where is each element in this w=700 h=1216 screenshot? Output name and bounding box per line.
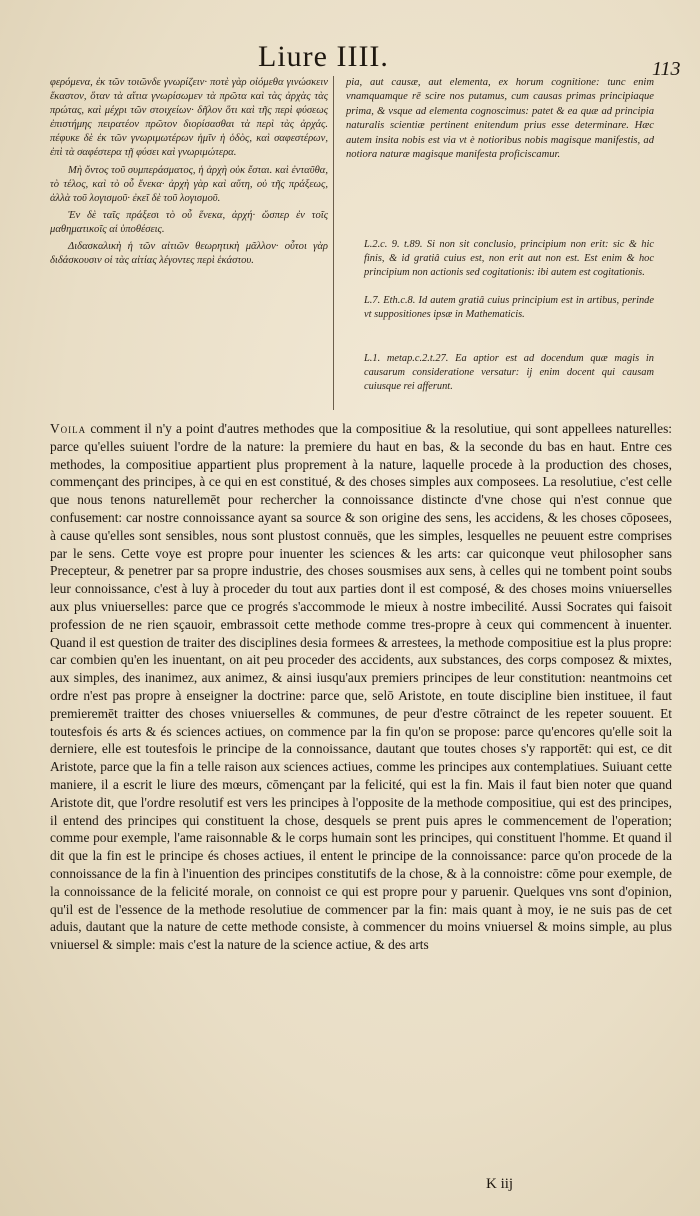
greek-text-column — [50, 76, 328, 271]
greek-paragraph-1: φερόμενα, ἐκ τῶν τοιῶνδε γνωρίζειν· ποτὲ γὰρ οἰόμεθα γινώσκειν ἕκαστον, ὅταν τὰ αἴτια γνωρίσωμεν τὰ πρῶτα καὶ τὰς ἀρχὰς τὰς πρώτας, καὶ μέχρι τῶν στοιχείων· δῆλον ὅτι καὶ τῆς περὶ φύσεως ἐπιστήμης πειρατέον πρῶτον διορίσασθαι τὰ περὶ τὰς ἀρχάς. πέφυκε δὲ ἐκ τῶν γνωριμωτέρων ἡμῖν ἡ ὁδὸς, καὶ σαφεστέρων, ἐπὶ τὰ σαφέστερα τῇ φύσει καὶ γνωριμώτερα. — [50, 77, 328, 159]
page-number: 113 — [652, 58, 681, 80]
signature-mark: K iij — [486, 1176, 514, 1192]
french-body-text — [50, 420, 672, 954]
latin-paragraph: pia, aut causæ, aut elementa, ex horum cognitione: tunc enim vnamquamque rē scire nos putamus, cum causas primas principiaque prima, & vsque ad elementa cognoscimus: patet & ea quæ ad principia naturalis scientiæ pertinent enitendum prius esse determinare. Hæc autem insita nobis est via vt è notioribus nobis magisque manifestis, ad notiora naturæ magisque manifesta proficiscamur. — [346, 77, 654, 161]
running-title: Liure IIII. — [258, 40, 389, 73]
greek-paragraph-3: Ἐν δὲ ταῖς πράξεσι τὸ οὗ ἕνεκα, ἀρχή· ὥσπερ ἐν τοῖς μαθηματικοῖς αἱ ὑποθέσεις. — [50, 209, 328, 235]
lead-word: Voila — [50, 421, 87, 436]
marginal-citation-1: L.2.c. 9. t.89. Si non sit conclusio, principium non erit: sic & hic finis, & id gratiâ cuius est, non erit aut non est. Est enim & hoc principium non actionis sed cogitationis: ibi autem est cogitationis. — [364, 239, 654, 278]
greek-paragraph-4: Διδασκαλικὴ ἡ τῶν αἰτιῶν θεωρητικὴ μᾶλλον· οὗτοι γὰρ διδάσκουσιν οἱ τὰς αἰτίας λέγοντες περὶ ἑκάστου. — [50, 241, 328, 267]
greek-paragraph-2: Μὴ ὄντος τοῦ συμπεράσματος, ἡ ἀρχὴ οὐκ ἔσται. καὶ ἐνταῦθα, τὸ τέλος, καὶ τὸ οὗ ἕνεκα· ἀρχὴ γὰρ καὶ αὕτη, οὐ τῆς πράξεως, ἀλλὰ τοῦ λογισμοῦ· ἐκεῖ δὲ τοῦ λογισμοῦ. — [50, 164, 328, 204]
body-paragraph: comment il n'y a point d'autres methodes que la compositiue & la resolutiue, qui sont appellees naturelles: parce qu'elles suiuent l'ordre de la nature: la premiere du haut en bas, & la seconde du bas en haut. Entre ces methodes, la compositiue appartient plus proprement à la nature, laquelle procede à la production des choses, commençant des principes, à ce qui en est constitué, & des choses simples aux composees. La resolutiue, c'est celle que nous tenons naturellemēt pour rechercher la connoissance distincte d'vne chose qui n'est connue que confusement: car nostre connoissance ayant sa source & son origine des sens, les accidens, & les choses cōposees, à cause qu'elles sont sensibles, nous sont plustost connuës, que les simples, lesquelles ne peuuent estre comprises par le sens. Cette voye est propre pour inuenter les sciences & les arts: car quiconque veut philosopher sans Precepteur, & penetrer par sa propre industrie, des choses sousmises aux sens, à celles qui ne tombent point soubs leur connoissance, c'est à luy à proceder du tout aux parties dont il est composé, & des choses moins vniuerselles aux plus vniuerselles: parce que ce progrés s'accommode le mieux à nostre imbecilité. Aussi Socrates qui faisoit profession de ne rien sçauoir, embrassoit cette methode comme tres-propre à ceux qui commencent à inuenter. Quand il est question de traiter des disciplines desia formees & arrestees, la methode compositiue est la plus propre: car combien qu'en les inuentant, on ait peu proceder des accidents, aux substances, des corps composez & mixtes, aux simples, des inanimez, aux animez, & ainsi iusqu'aux premiers principes de leur constitution: neantmoins cet ordre n'est pas propre à enseigner la doctrine: parce que, selō Aristote, en toute discipline bien instituee, il faut premieremēt traitter des choses vniuerselles & communes, de peur d'estre cōtrainct de les repeter souuent. Et toutesfois és arts & és sciences actiues, on commence par la fin qu'on se propose: parce qu'encores qu'elle soit la derniere, elle est toutesfois le principe de la connoissance, dautant que toutes choses s'y rapportēt: qui est, ce dit Aristote, parce que la fin a telle raison aux sciences actiues, comme les principes aux contemplatiues. Suiuant cette maniere, il a escrit le liure des mœurs, cōmençant par la felicité, qui est la fin. Mais il faut bien noter que quand Aristote dit, que l'ordre resolutif est vers les principes à l'opposite de la methode compositiue, qui est des principes, il entend des principes qui constituent la chose, desquels se prent puis apres le commencement de l'operation; comme pour exemple, l'ame raisonnable & le corps humain sont les principes, qui constituent l'homme. Et quand il dit que la fin est le principe és choses actiues, il entent le principe de la connoissance: parce qu'on procede de la connoissance de la fin à l'inuention des principes constitutifs de la chose, & à la connoistre: cōme pour exemple, de la connoissance de la felicité morale, on connoist ce qui est propre pour y paruenir. Quelques vns sont d'opinion, qu'il est de l'essence de la methode resolutiue de commencer par la fin: mais quant à moy, ie ne suis pas de cet aduis, dautant que la nature de cette methode consiste, à commencer du moins vniuersel & moins simple, au plus vniuersel & simple: mais c'est la nature de la science actiue, & des arts — [50, 421, 672, 953]
marginal-citation-3: L.1. metap.c.2.t.27. Ea aptior est ad docendum quæ magis in causarum consideratione versatur: ij enim docent qui causam cuiusque rei afferunt. — [364, 353, 654, 392]
column-divider — [333, 76, 334, 410]
latin-text-column — [346, 76, 654, 162]
marginal-citation-2: L.7. Eth.c.8. Id autem gratiâ cuius principium est in artibus, perinde vt suppositiones ipsæ in Mathematicis. — [364, 295, 654, 320]
